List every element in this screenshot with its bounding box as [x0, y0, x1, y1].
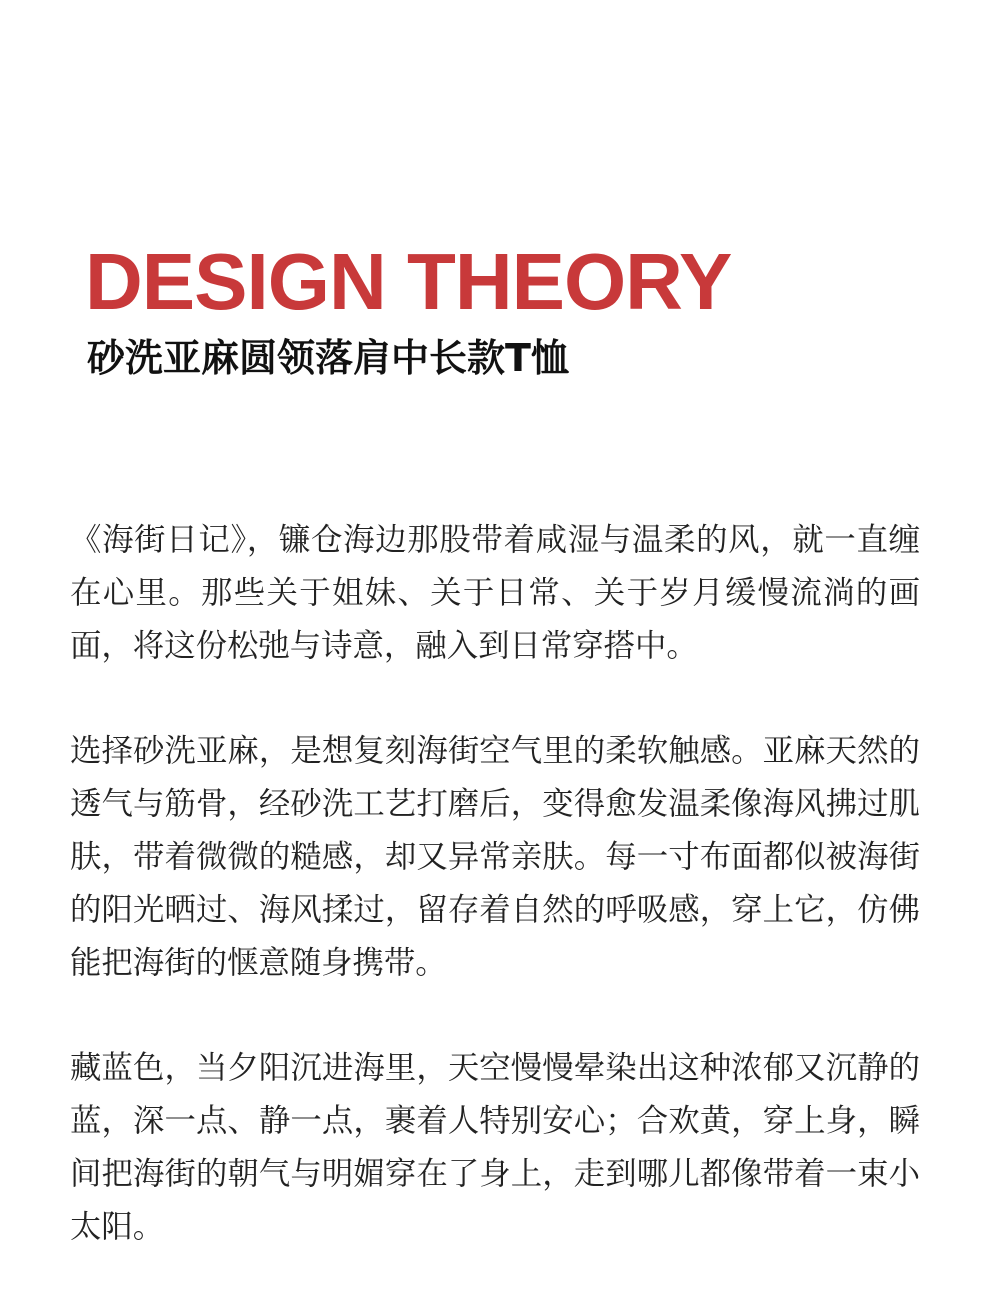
paragraph-colors: 藏蓝色，当夕阳沉进海里，天空慢慢晕染出这种浓郁又沉静的蓝，深一点、静一点，裹着人特别安心；合欢黄，穿上身，瞬间把海街的朝气与明媚穿在了身上，走到哪儿都像带着一束小太阳。 — [70, 1050, 920, 1245]
page-title: DESIGN THEORY — [85, 237, 732, 326]
paragraph-intro: 《海街日记》，镰仓海边那股带着咸湿与温柔的风，就一直缠在心里。那些关于姐妹、关于日常、关于岁月缓慢流淌的画面，将这份松弛与诗意，融入到日常穿搭中。 — [70, 522, 920, 664]
paragraph-fabric: 选择砂洗亚麻，是想复刻海街空气里的柔软触感。亚麻天然的透气与筋骨，经砂洗工艺打磨后，变得愈发温柔像海风拂过肌肤，带着微微的糙感，却又异常亲肤。每一寸布面都似被海街的阳光晒过、海风揉过，留存着自然的呼吸感，穿上它，仿佛能把海街的惬意随身携带。 — [70, 733, 920, 981]
body-text — [70, 514, 920, 1306]
product-subtitle: 砂洗亚麻圆领落肩中长款T恤 — [87, 336, 569, 380]
